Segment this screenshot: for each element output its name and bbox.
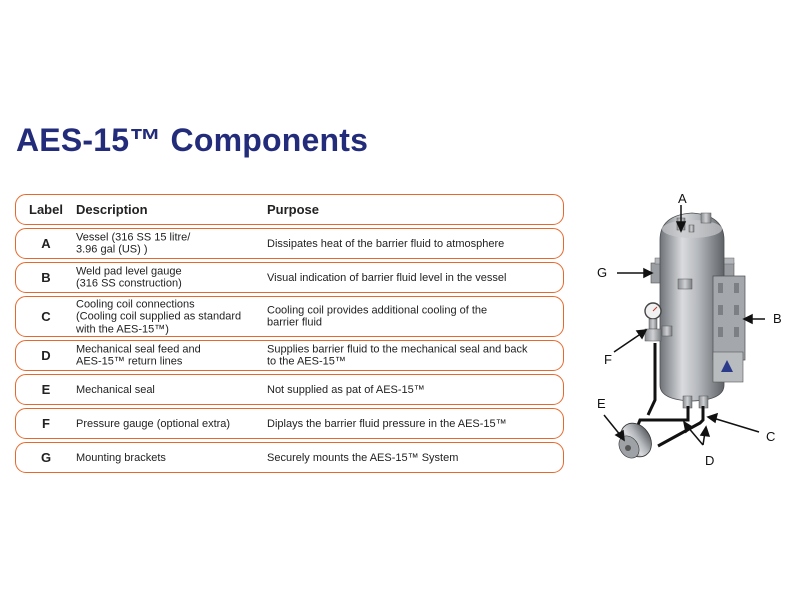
row-label: D	[41, 347, 51, 363]
table-row	[15, 262, 564, 293]
aes15-vessel-illustration	[575, 180, 800, 500]
callout-c: C	[766, 429, 776, 444]
table-row	[15, 228, 564, 259]
header-description: Description	[76, 201, 148, 217]
row-purpose: Visual indication of barrier fluid level in the vessel	[267, 271, 507, 284]
table-row	[15, 374, 564, 405]
components-table	[15, 194, 564, 476]
row-description: Mounting brackets	[76, 451, 166, 464]
callout-a: A	[678, 191, 687, 206]
table-row	[15, 296, 564, 337]
row-label: E	[41, 381, 51, 397]
table-row	[15, 408, 564, 439]
row-label: B	[41, 269, 51, 285]
mechanical-seal	[614, 417, 658, 463]
row-description: Mechanical seal feed and AES-15™ return lines	[76, 343, 201, 368]
row-purpose: Supplies barrier fluid to the mechanical seal and back to the AES-15™	[267, 343, 528, 368]
table-header-row	[15, 194, 564, 225]
callout-e: E	[597, 396, 606, 411]
table-row	[15, 340, 564, 371]
callout-b: B	[773, 311, 782, 326]
row-label: F	[42, 415, 50, 431]
header-label: Label	[29, 201, 63, 217]
row-label: A	[41, 235, 51, 251]
header-purpose: Purpose	[267, 201, 320, 217]
row-purpose: Not supplied as pat of AES-15™	[267, 383, 425, 396]
pressure-gauge	[645, 303, 661, 341]
row-description: Vessel (316 SS 15 litre/ 3.96 gal (US) )	[76, 231, 191, 256]
row-purpose: Dissipates heat of the barrier fluid to atmosphere	[267, 237, 505, 250]
row-description: Mechanical seal	[76, 383, 155, 396]
callout-d: D	[705, 453, 715, 468]
row-description: Cooling coil connections (Cooling coil supplied as standard with the AES-15™)	[76, 297, 242, 335]
row-purpose: Securely mounts the AES-15™ System	[267, 451, 459, 464]
table-row	[15, 442, 564, 473]
page-title: AES-15™ Components	[16, 122, 369, 158]
row-purpose: Cooling coil provides additional cooling of the barrier fluid	[267, 304, 488, 329]
row-description: Pressure gauge (optional extra)	[76, 417, 231, 430]
callout-g: G	[597, 265, 608, 280]
row-description: Weld pad level gauge (316 SS construction)	[76, 265, 182, 290]
row-label: G	[40, 449, 52, 465]
callout-f: F	[604, 352, 612, 367]
level-gauge	[713, 276, 745, 382]
row-purpose: Diplays the barrier fluid pressure in the AES-15™	[267, 417, 507, 430]
row-label: C	[41, 308, 51, 324]
